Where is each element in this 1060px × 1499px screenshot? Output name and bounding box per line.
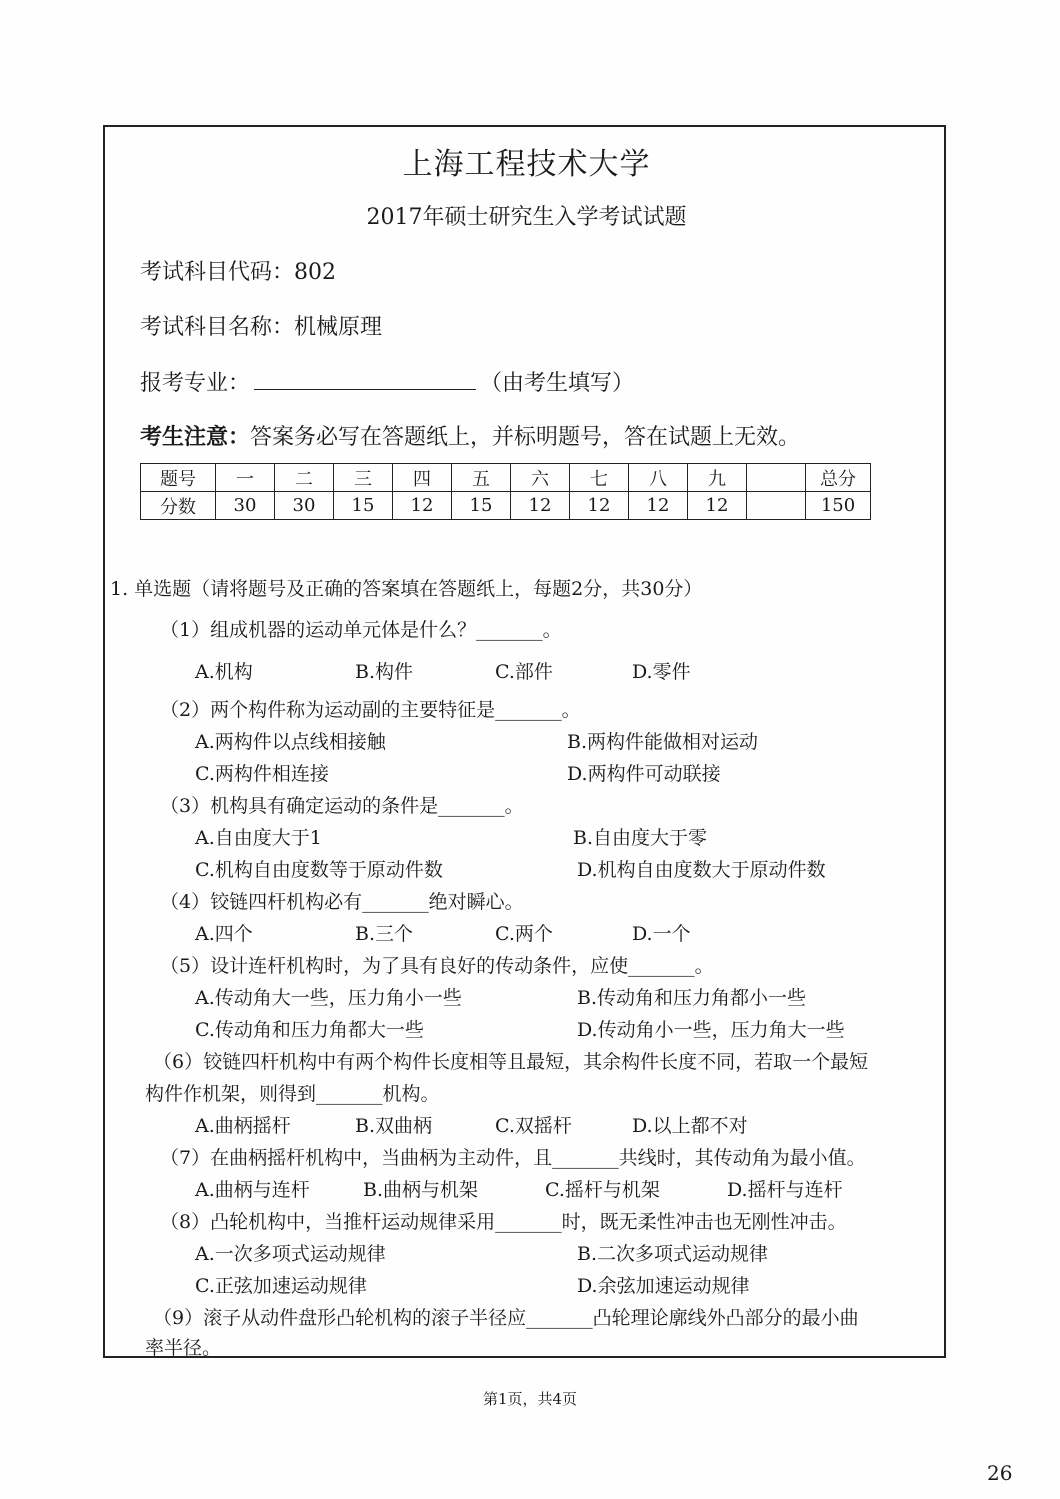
major-field (140, 365, 634, 397)
option-b: B.自由度大于零 (573, 827, 708, 849)
question-stem: （8）凸轮机构中，当推杆运动规律采用_______时，既无柔性冲击也无刚性冲击。 (160, 1211, 847, 1233)
option-d: D.摇杆与连杆 (727, 1179, 843, 1201)
option-c: C.双摇杆 (495, 1115, 572, 1137)
subject-name-value: 机械原理 (294, 315, 383, 340)
score-cell: 15 (452, 492, 511, 520)
notice-label: 考生注意： (140, 424, 251, 450)
score-cell: 八 (629, 464, 688, 492)
question-stem: （2）两个构件称为运动副的主要特征是_______。 (160, 699, 581, 721)
score-cell: 12 (511, 492, 570, 520)
score-cell: 12 (570, 492, 629, 520)
option-b: B.曲柄与机架 (363, 1179, 479, 1201)
page-footer: 第1页，共4页 (482, 1390, 578, 1408)
option-b: B.构件 (355, 661, 414, 683)
question-stem: （5）设计连杆机构时，为了具有良好的传动条件，应使_______。 (160, 955, 714, 977)
option-b: B.二次多项式运动规律 (577, 1243, 769, 1265)
score-cell: 12 (629, 492, 688, 520)
option-d: D.传动角小一些，压力角大一些 (577, 1019, 845, 1041)
exam-subtitle: 2017年硕士研究生入学考试试题 (366, 205, 687, 230)
page-number: 26 (987, 1461, 1013, 1485)
major-blank[interactable] (254, 365, 476, 390)
option-d: D.两构件可动联接 (567, 763, 721, 785)
score-cell: 150 (806, 492, 871, 520)
candidate-notice (140, 420, 800, 451)
subject-code-label: 考试科目代码： (140, 260, 295, 285)
option-c: C.正弦加速运动规律 (195, 1275, 367, 1297)
option-a: A.自由度大于1 (195, 827, 322, 849)
score-cell: 四 (393, 464, 452, 492)
major-note: （由考生填写） (480, 371, 635, 396)
major-label: 报考专业： (140, 371, 251, 396)
score-cell: 30 (216, 492, 275, 520)
subject-name-label: 考试科目名称： (140, 315, 295, 340)
score-row-points (141, 492, 871, 520)
option-d: D.零件 (632, 661, 691, 683)
option-d: D.余弦加速运动规律 (577, 1275, 750, 1297)
question-stem: （1）组成机器的运动单元体是什么？_______。 (160, 619, 562, 641)
score-cell: 七 (570, 464, 629, 492)
subject-name (140, 310, 382, 341)
score-cell: 三 (334, 464, 393, 492)
score-cell: 二 (275, 464, 334, 492)
subject-code-value: 802 (294, 260, 337, 285)
option-c: C.部件 (495, 661, 553, 683)
option-a: A.曲柄摇杆 (195, 1115, 291, 1137)
question-stem: （3）机构具有确定运动的条件是_______。 (160, 795, 524, 817)
score-cell: 12 (688, 492, 747, 520)
section-heading: 1. 单选题（请将题号及正确的答案填在答题纸上，每题2分，共30分） (110, 578, 703, 600)
option-c: C.传动角和压力角都大一些 (195, 1019, 424, 1041)
option-b: B.传动角和压力角都小一些 (577, 987, 807, 1009)
option-a: A.两构件以点线相接触 (195, 731, 386, 753)
option-c: C.摇杆与机架 (545, 1179, 660, 1201)
option-b: B.两构件能做相对运动 (567, 731, 759, 753)
option-d: D.以上都不对 (632, 1115, 748, 1137)
score-table (140, 463, 871, 520)
score-cell: 五 (452, 464, 511, 492)
score-cell: 一 (216, 464, 275, 492)
option-d: D.一个 (632, 923, 691, 945)
option-a: A.传动角大一些，压力角小一些 (195, 987, 462, 1009)
option-c: C.机构自由度数等于原动件数 (195, 859, 443, 881)
question-stem: （9）滚子从动件盘形凸轮机构的滚子半径应_______凸轮理论廓线外凸部分的最小曲 (153, 1307, 859, 1329)
question-stem-continued: 率半径。 (145, 1337, 222, 1359)
option-a: A.曲柄与连杆 (195, 1179, 310, 1201)
score-cell: 总分 (806, 464, 871, 492)
score-cell: 15 (334, 492, 393, 520)
option-a: A.四个 (195, 923, 253, 945)
option-a: A.一次多项式运动规律 (195, 1243, 386, 1265)
score-cell: 分数 (141, 492, 216, 520)
option-c: C.两构件相连接 (195, 763, 329, 785)
score-cell (747, 492, 806, 520)
subject-code (140, 255, 336, 286)
score-cell: 六 (511, 464, 570, 492)
question-stem: （6）铰链四杆机构中有两个构件长度相等且最短，其余构件长度不同，若取一个最短 (153, 1051, 869, 1073)
option-a: A.机构 (195, 661, 253, 683)
score-cell: 30 (275, 492, 334, 520)
option-b: B.双曲柄 (355, 1115, 433, 1137)
score-cell: 12 (393, 492, 452, 520)
option-b: B.三个 (355, 923, 414, 945)
score-cell: 题号 (141, 464, 216, 492)
question-stem-continued: 构件作机架，则得到_______机构。 (145, 1083, 440, 1105)
question-stem: （4）铰链四杆机构必有_______绝对瞬心。 (160, 891, 524, 913)
option-c: C.两个 (495, 923, 553, 945)
notice-text: 答案务必写在答题纸上，并标明题号，答在试题上无效。 (250, 425, 801, 450)
score-cell (747, 464, 806, 492)
university-title: 上海工程技术大学 (402, 147, 651, 182)
question-stem: （7）在曲柄摇杆机构中，当曲柄为主动件，且_______共线时，其传动角为最小值。 (160, 1147, 866, 1169)
score-cell: 九 (688, 464, 747, 492)
option-d: D.机构自由度数大于原动件数 (577, 859, 826, 881)
score-row-question (141, 464, 871, 492)
exam-frame (103, 125, 946, 1358)
